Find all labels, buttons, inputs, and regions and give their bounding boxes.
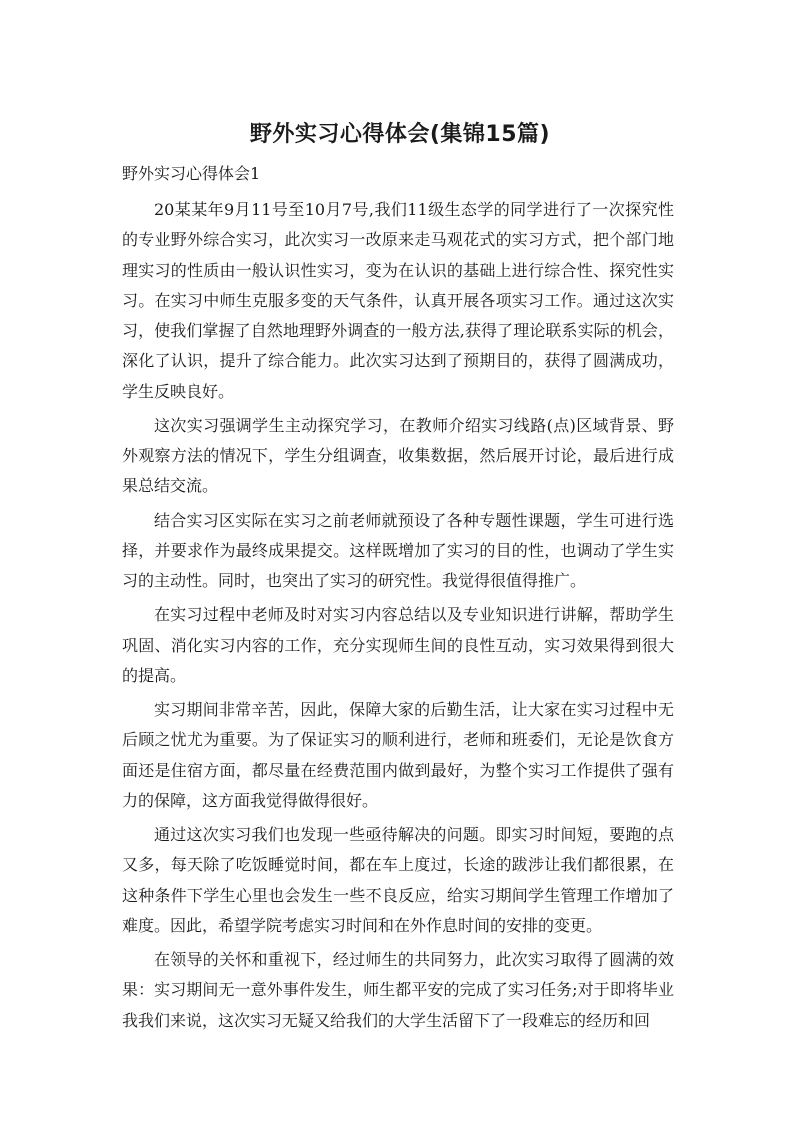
paragraph-6: 通过这次实习我们也发现一些亟待解决的问题。即实习时间短，要跑的点又多，每天除了吃饭睡觉时间，都在车上度过，长途的跋涉让我们都很累，在这种条件下学生心里也会发生一些不良反应，给实习期间学生管理工作增加了难度。因此，希望学院考虑实习时间和在外作息时间的安排的变更。 [122, 824, 674, 935]
paragraph-2: 这次实习强调学生主动探究学习，在教师介绍实习线路(点)区域背景、野外观察方法的情况下，学生分组调查，收集数据，然后展开讨论，最后进行成果总结交流。 [122, 415, 674, 496]
paragraph-3: 结合实习区实际在实习之前老师就预设了各种专题性课题，学生可进行选择，并要求作为最终成果提交。这样既增加了实习的目的性，也调动了学生实习的主动性。同时，也突出了实习的研究性。我觉得很值得推广。 [122, 510, 674, 591]
document-title: 野外实习心得体会(集锦15篇) [249, 122, 551, 147]
document-body [122, 195, 674, 1040]
paragraph-5: 实习期间非常辛苦，因此，保障大家的后勤生活，让大家在实习过程中无后顾之忧尤为重要。为了保证实习的顺利进行，老师和班委们，无论是饮食方面还是住宿方面，都尽量在经费范围内做到最好，为整个实习工作提供了强有力的保障，这方面我觉得做得很好。 [122, 699, 674, 810]
paragraph-1: 20某某年9月11号至10月7号,我们11级生态学的同学进行了一次探究性的专业野外综合实习，此次实习一改原来走马观花式的实习方式，把个部门地理实习的性质由一般认识性实习，变为在认识的基础上进行综合性、探究性实习。在实习中师生克服多变的天气条件，认真开展各项实习工作。通过这次实习，使我们掌握了自然地理野外调查的一般方法,获得了理论联系实际的机会，深化了认识，提升了综合能力。此次实习达到了预期目的，获得了圆满成功，学生反映良好。 [122, 200, 674, 401]
paragraph-7: 在领导的关怀和重视下，经过师生的共同努力，此次实习取得了圆满的效果：实习期间无一意外事件发生，师生都平安的完成了实习任务;对于即将毕业我我们来说，这次实习无疑又给我们的大学生活留下了一段难忘的经历和回 [122, 949, 674, 1030]
section-heading: 野外实习心得体会1 [122, 164, 261, 183]
paragraph-4: 在实习过程中老师及时对实习内容总结以及专业知识进行讲解，帮助学生巩固、消化实习内容的工作，充分实现师生间的良性互动，实习效果得到很大的提高。 [122, 605, 674, 685]
